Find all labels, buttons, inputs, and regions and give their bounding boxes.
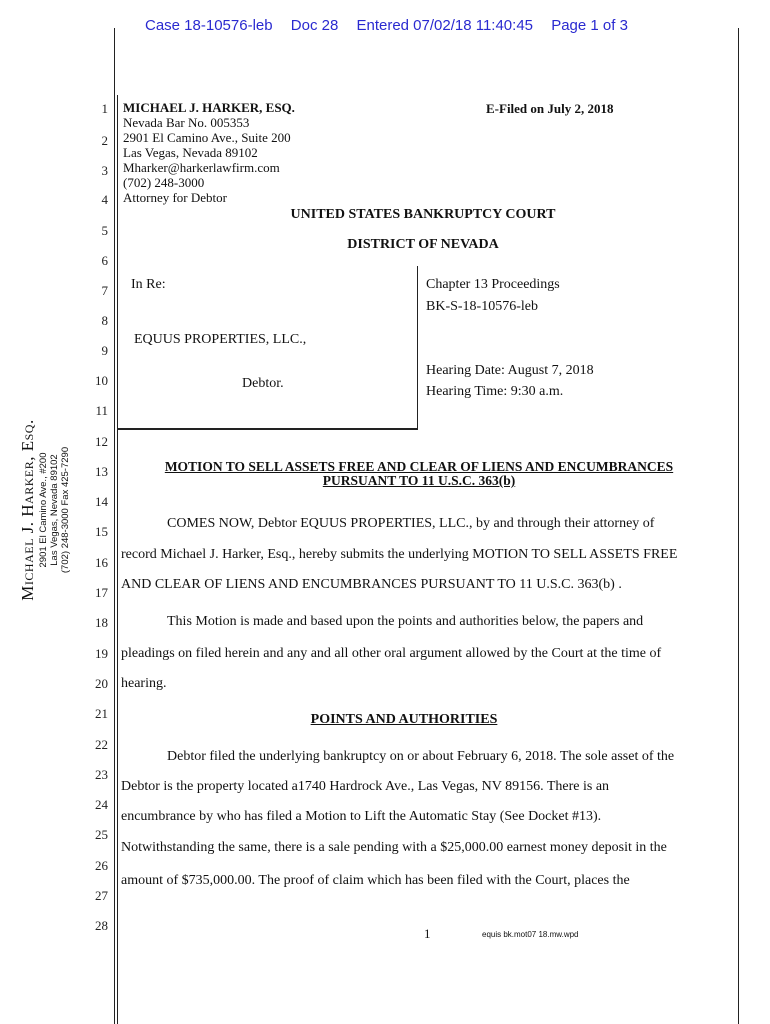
body-line: pleadings on filed herein and any and all other oral argument allowed by the Court at the time of <box>121 646 662 661</box>
firm-name: Michael J. Harker, Esq. <box>18 419 37 601</box>
caption-in-re: In Re: <box>131 277 166 292</box>
attorney-email: Mharker@harkerlawfirm.com <box>123 160 280 175</box>
left-margin-rule-outer <box>114 28 115 1024</box>
line-number: 12 <box>95 434 108 449</box>
footer-file-name: equis bk.mot07 18.mw.wpd <box>482 930 579 939</box>
line-number: 2 <box>101 133 108 148</box>
line-number: 16 <box>95 555 108 570</box>
firm-city: Las Vegas, Nevada 89102 <box>49 454 60 566</box>
body-line: Notwithstanding the same, there is a sale pending with a $25,000.00 earnest money deposit in the <box>121 840 667 855</box>
attorney-block <box>123 100 295 205</box>
caption-case-number: BK-S-18-10576-leb <box>426 299 538 314</box>
firm-sidebar <box>18 400 71 620</box>
case-number-stamp: Case 18-10576-leb <box>145 17 273 34</box>
line-number: 10 <box>95 373 108 388</box>
points-and-authorities-heading: POINTS AND AUTHORITIES <box>310 712 498 727</box>
line-number: 3 <box>101 163 108 178</box>
line-number: 23 <box>95 767 108 782</box>
line-number: 7 <box>101 283 108 298</box>
line-number: 4 <box>101 192 108 207</box>
line-number: 1 <box>101 101 108 116</box>
caption-box-divider <box>417 266 418 429</box>
body-line: Debtor filed the underlying bankruptcy on or about February 6, 2018. The sole asset of the <box>167 749 675 764</box>
line-number: 18 <box>95 615 108 630</box>
caption-box-bottom-rule <box>118 428 418 430</box>
line-number: 27 <box>95 888 108 903</box>
line-number: 9 <box>101 343 108 358</box>
body-line: encumbrance by who has filed a Motion to Lift the Automatic Stay (See Docket #13). <box>121 809 602 824</box>
line-number: 8 <box>101 313 108 328</box>
page-count-stamp: Page 1 of 3 <box>551 17 628 34</box>
ecf-header-stamp <box>145 17 642 34</box>
attorney-name: MICHAEL J. HARKER, ESQ. <box>123 100 295 115</box>
attorney-city: Las Vegas, Nevada 89102 <box>123 145 258 160</box>
line-number: 20 <box>95 676 108 691</box>
court-district: DISTRICT OF NEVADA <box>347 237 499 252</box>
motion-title-line1: MOTION TO SELL ASSETS FREE AND CLEAR OF LIENS AND ENCUMBRANCES <box>164 459 674 474</box>
line-number: 19 <box>95 646 108 661</box>
attorney-phone: (702) 248-3000 <box>123 175 205 190</box>
line-number: 28 <box>95 918 108 933</box>
motion-title-line2: PURSUANT TO 11 U.S.C. 363(b) <box>322 473 516 488</box>
right-margin-rule <box>738 28 739 1024</box>
entered-stamp: Entered 07/02/18 11:40:45 <box>356 17 534 34</box>
line-number: 5 <box>101 223 108 238</box>
line-number: 14 <box>95 494 108 509</box>
body-line: Debtor is the property located a1740 Hardrock Ave., Las Vegas, NV 89156. There is an <box>121 779 610 794</box>
line-number: 15 <box>95 524 108 539</box>
body-line: hearing. <box>121 676 167 691</box>
left-margin-rule-inner <box>117 95 118 1024</box>
attorney-street: 2901 El Camino Ave., Suite 200 <box>123 130 291 145</box>
body-line: This Motion is made and based upon the points and authorities below, the papers and <box>167 614 644 629</box>
line-number: 22 <box>95 737 108 752</box>
motion-title <box>118 460 720 488</box>
line-number: 24 <box>95 797 108 812</box>
doc-number-stamp: Doc 28 <box>290 17 339 34</box>
body-line: COMES NOW, Debtor EQUUS PROPERTIES, LLC., by and through their attorney of <box>167 516 655 531</box>
body-line: amount of $735,000.00. The proof of claim which has been filed with the Court, places the <box>121 873 630 888</box>
footer-page-number: 1 <box>424 926 431 941</box>
caption-debtor-name: EQUUS PROPERTIES, LLC., <box>134 332 307 347</box>
line-number: 25 <box>95 827 108 842</box>
body-line: AND CLEAR OF LIENS AND ENCUMBRANCES PURSUANT TO 11 U.S.C. 363(b) . <box>121 577 622 592</box>
efiled-date: E-Filed on July 2, 2018 <box>486 101 614 116</box>
line-number: 17 <box>95 585 108 600</box>
line-number: 13 <box>95 464 108 479</box>
line-number: 6 <box>101 253 108 268</box>
caption-debtor-label: Debtor. <box>242 376 284 391</box>
line-number: 21 <box>95 706 108 721</box>
firm-phone: (702) 248-3000 Fax 425-7290 <box>60 446 71 574</box>
line-number: 26 <box>95 858 108 873</box>
caption-hearing-time: Hearing Time: 9:30 a.m. <box>426 384 564 399</box>
attorney-role: Attorney for Debtor <box>123 190 227 205</box>
line-number: 11 <box>95 403 108 418</box>
firm-address: 2901 El Camino Ave., #200 <box>38 452 49 568</box>
attorney-bar-number: Nevada Bar No. 005353 <box>123 115 250 130</box>
caption-hearing-date: Hearing Date: August 7, 2018 <box>426 363 594 378</box>
court-name: UNITED STATES BANKRUPTCY COURT <box>290 207 556 222</box>
body-line: record Michael J. Harker, Esq., hereby submits the underlying MOTION TO SELL ASSETS FREE <box>121 547 678 562</box>
caption-chapter: Chapter 13 Proceedings <box>426 277 560 292</box>
